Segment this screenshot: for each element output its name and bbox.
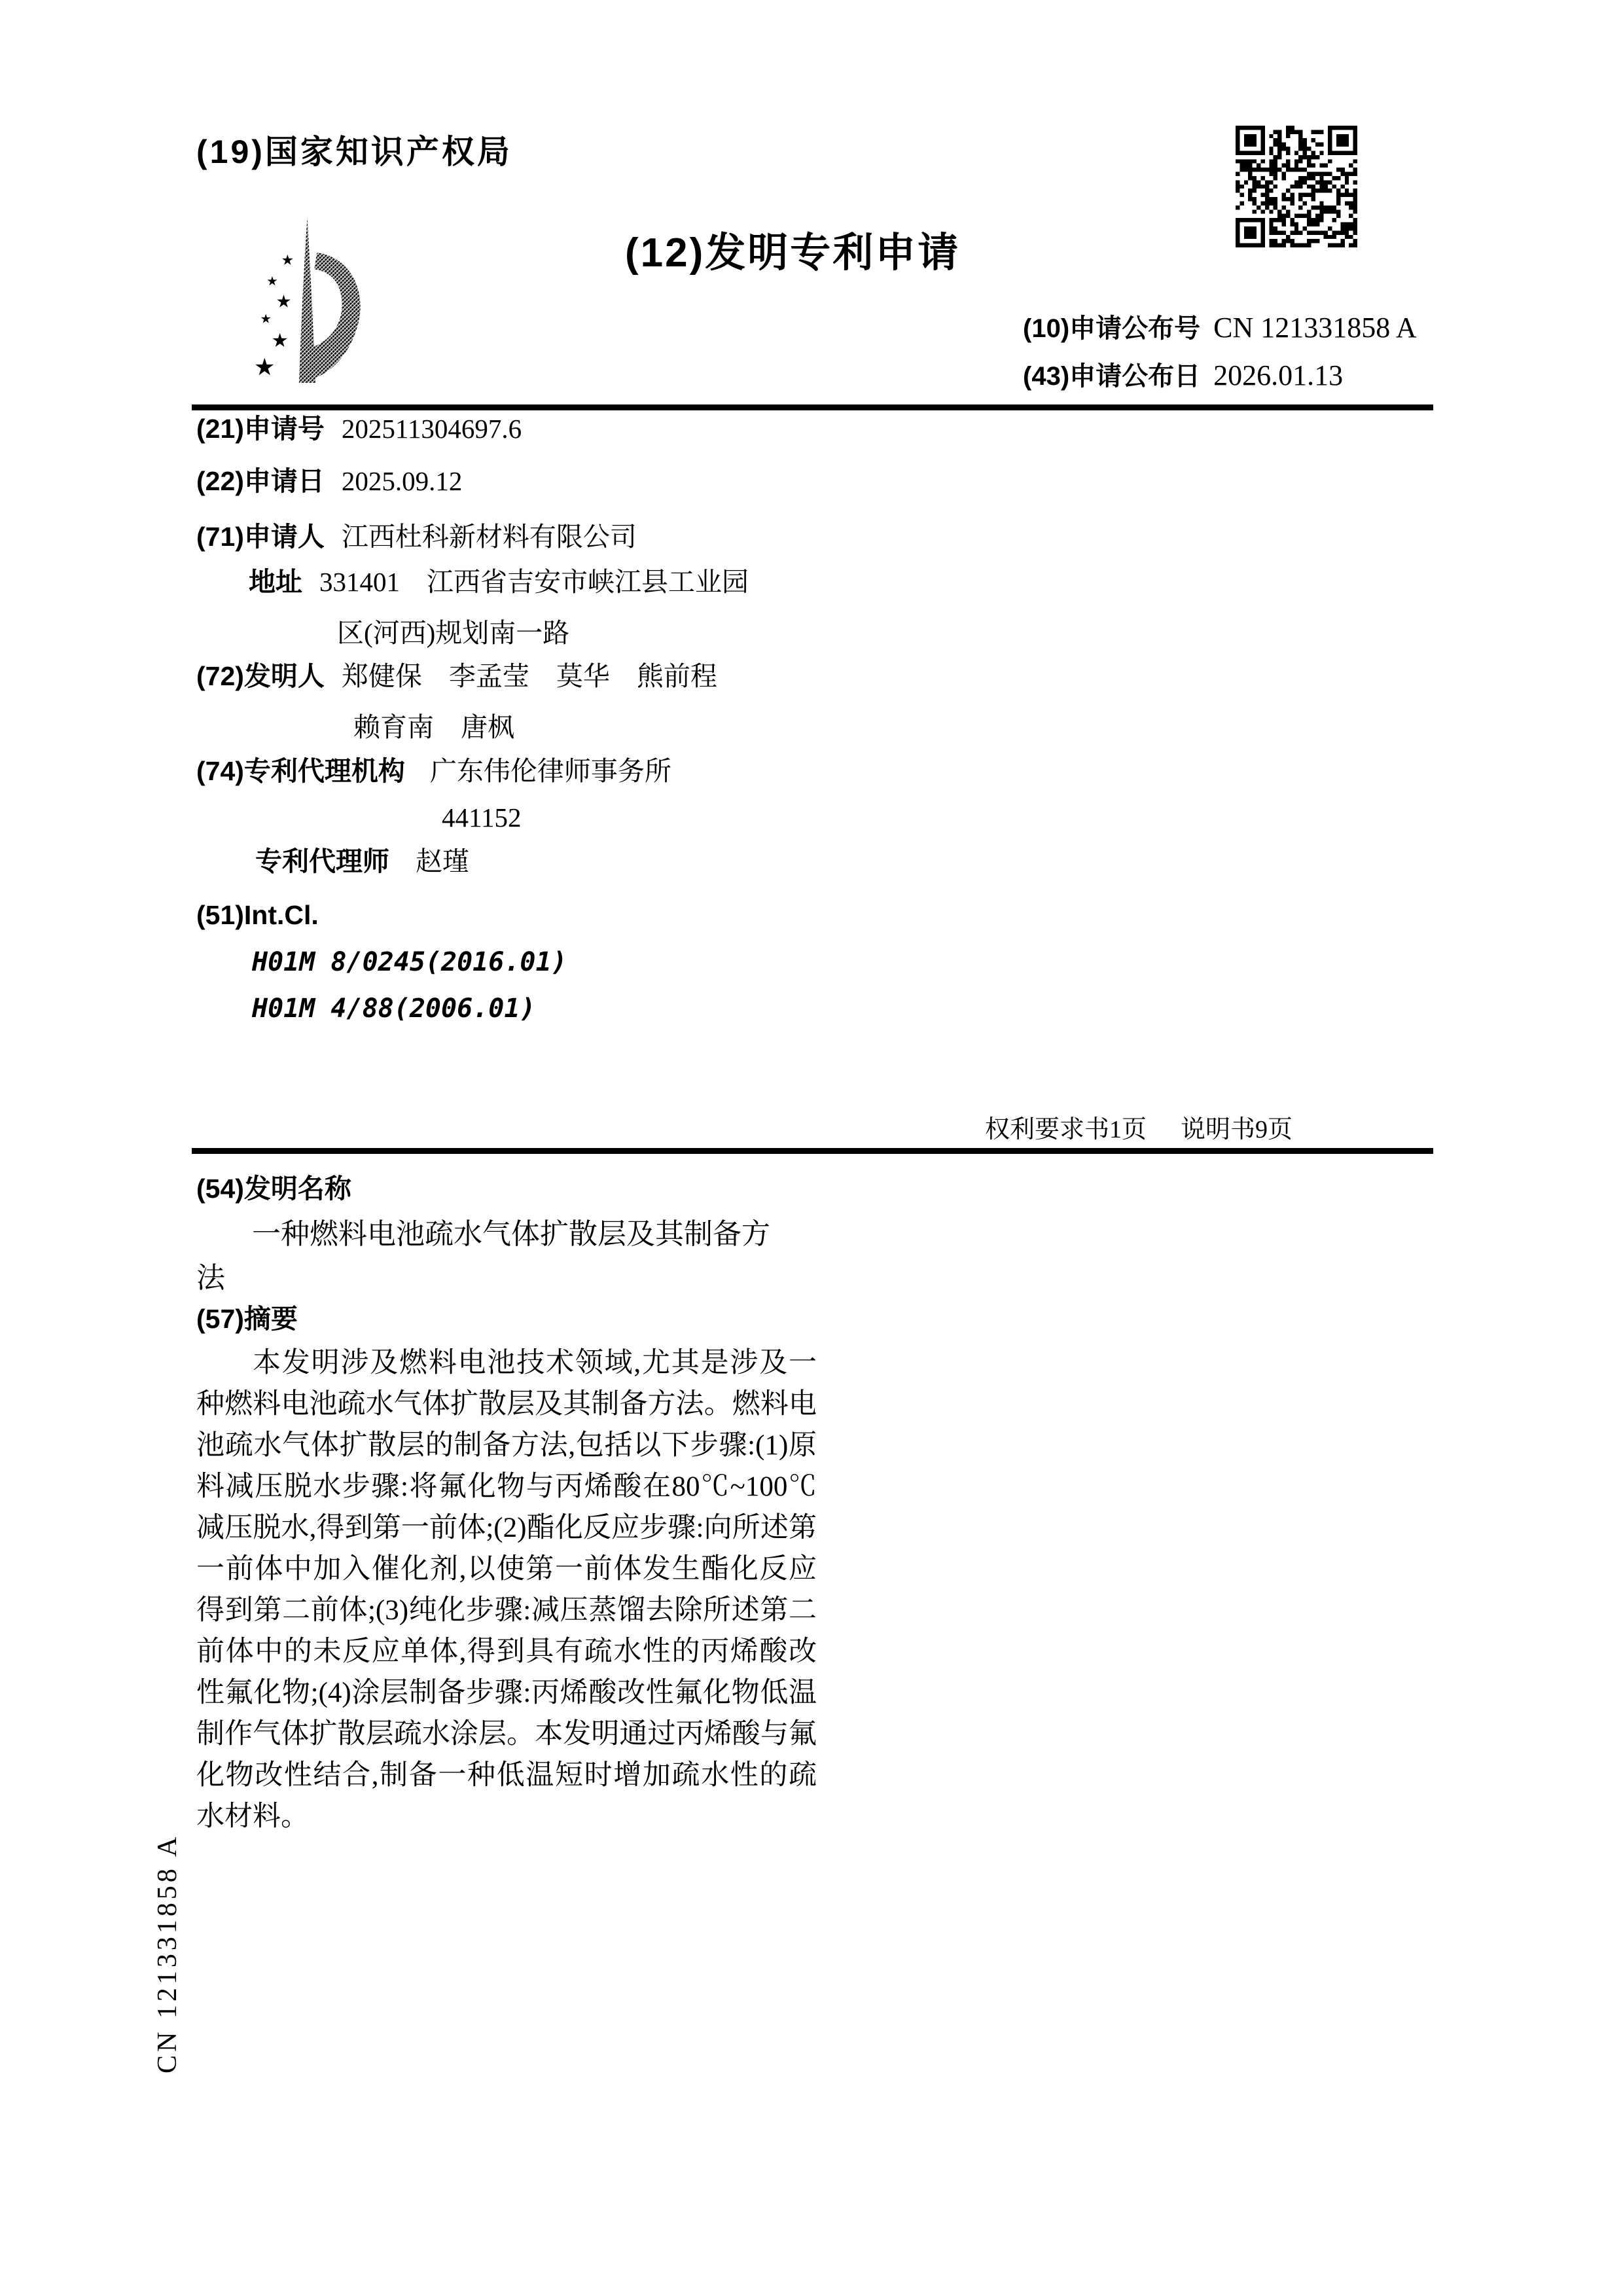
- abstract-text: 本发明涉及燃料电池技术领域,尤其是涉及一种燃料电池疏水气体扩散层及其制备方法。燃料电池疏水气体扩散层的制备方法,包括以下步骤:(1)原料减压脱水步骤:将氟化物与丙烯酸在80℃~100℃减压脱水,得到第一前体;(2)酯化反应步骤:向所述第一前体中加入催化剂,以使第一前体发生酯化反应得到第二前体;(3)纯化步骤:减压蒸馏去除所述第二前体中的未反应单体,得到具有疏水性的丙烯酸改性氟化物;(4)涂层制备步骤:丙烯酸改性氟化物低温制作气体扩散层疏水涂层。本发明通过丙烯酸与氟化物改性结合,制备一种低温短时增加疏水性的疏水材料。: [196, 1348, 817, 1832]
- description-pages: 说明书9页: [1181, 1116, 1293, 1143]
- applicant-label: (71)申请人: [196, 522, 325, 552]
- patent-office-name: (19)国家知识产权局: [196, 134, 512, 170]
- qr-code-icon: [1236, 124, 1357, 249]
- publication-number-row: [1023, 308, 1417, 345]
- agent-row: [255, 846, 469, 877]
- application-date-value: 2025.09.12: [341, 466, 463, 496]
- publication-date-row: [1023, 355, 1343, 393]
- inventors-label: (72)发明人: [196, 661, 325, 691]
- claims-pages: 权利要求书1页: [985, 1116, 1147, 1143]
- application-date-label: (22)申请日: [196, 466, 325, 496]
- invention-title-label: (54)发明名称: [196, 1174, 351, 1204]
- application-date-row: [196, 466, 462, 497]
- application-number-label: (21)申请号: [196, 414, 325, 444]
- publication-date-value: 2026.01.13: [1213, 359, 1344, 391]
- middle-divider: [192, 1148, 1433, 1154]
- header-divider: [192, 404, 1433, 410]
- agency-row: [196, 756, 671, 787]
- agency-label: (74)专利代理机构: [196, 756, 405, 786]
- intcl-class-2: H01M 4/88(2006.01): [252, 994, 536, 1024]
- agency-value: 广东伟伦律师事务所: [429, 756, 671, 786]
- agent-label: 专利代理师: [255, 846, 389, 876]
- application-number-row: [196, 414, 522, 444]
- publication-number-value: CN 121331858 A: [1213, 312, 1417, 344]
- applicant-value: 江西杜科新材料有限公司: [341, 522, 637, 552]
- document-type-title: (12)发明专利申请: [625, 230, 961, 276]
- pages-info: [985, 1109, 1293, 1145]
- agency-code: 441152: [442, 802, 522, 833]
- publication-date-label: (43)申请公布日: [1023, 362, 1201, 391]
- intcl-row: [196, 900, 319, 931]
- invention-title-line1: 一种燃料电池疏水气体扩散层及其制备方: [252, 1218, 770, 1250]
- application-number-value: 202511304697.6: [341, 414, 522, 444]
- applicant-row: [196, 522, 637, 552]
- address-row: [249, 567, 749, 598]
- inventors-line1: 郑健保 李孟莹 莫华 熊前程: [341, 661, 717, 691]
- abstract-label: (57)摘要: [196, 1304, 298, 1334]
- address-line2: 区(河西)规划南一路: [337, 618, 570, 648]
- intcl-label: (51)Int.Cl.: [196, 900, 319, 930]
- address-line1: 331401 江西省吉安市峡江县工业园: [319, 567, 749, 597]
- agent-value: 赵瑾: [416, 846, 469, 876]
- publication-number-label: (10)申请公布号: [1023, 314, 1201, 343]
- address-label: 地址: [249, 567, 302, 597]
- side-publication-code: CN 121331858 A: [152, 1833, 183, 2073]
- cnipa-logo-icon: [245, 215, 373, 389]
- inventors-row: [196, 661, 717, 692]
- intcl-class-1: H01M 8/0245(2016.01): [252, 947, 567, 977]
- inventors-line2: 赖育南 唐枫: [353, 712, 514, 742]
- invention-title-line2: 法: [196, 1262, 225, 1294]
